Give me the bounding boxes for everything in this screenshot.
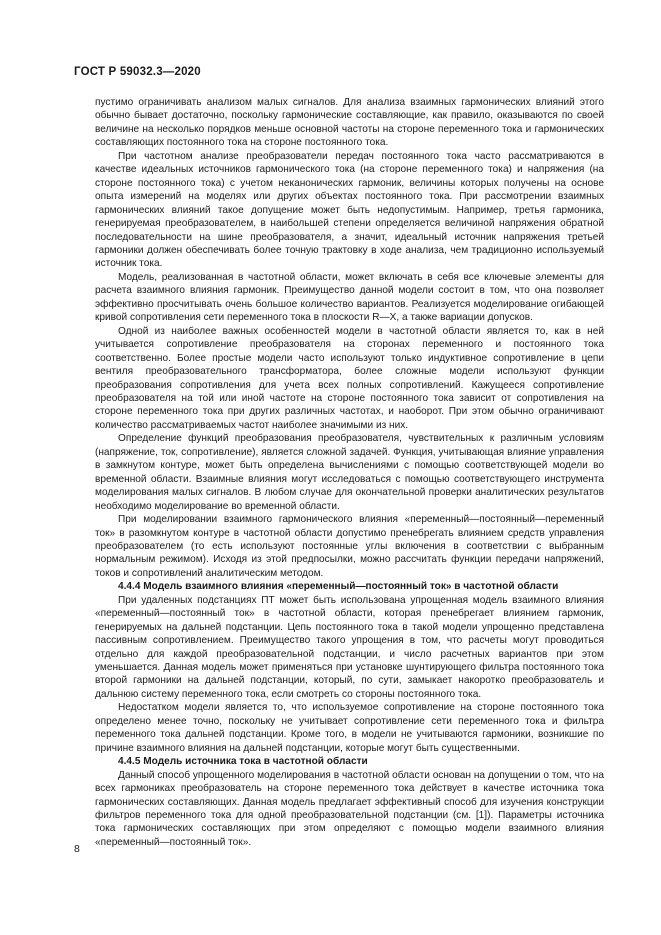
body-paragraph: Определение функций преобразования преобразователя, чувствительных к различным условиям (напряжение, ток, сопротивление), является сложной задачей. Функция, учитывающая влияние управления в замкнутом контуре, может быть определена вычислениями с помощью соответствующей модели во временной области. Взаимные влияния могут исследоваться с помощью соответствующего инструмента моделирования малых сигналов. В любом случае для окончательной проверки аналитических результатов необходимо моделирование во временной области. xyxy=(95,433,604,512)
body-paragraph: При моделировании взаимного гармонического влияния «переменный—постоянный—переменный ток» в разомкнутом контуре в частотной области допустимо пренебрегать влиянием средств управления преобразователем (то есть используют постоянные углы включения в соответствии с выбранным нормальным режимом). Исходя из этой предпосылки, можно рассчитать функции передачи напряжений, токов и сопротивлений аналитическим методом. xyxy=(95,514,604,579)
document-body xyxy=(95,96,604,849)
body-paragraph: пустимо ограничивать анализом малых сигналов. Для анализа взаимных гармонических влияний этого обычно бывает достаточно, поскольку гармонические составляющие, как правило, оказываются по своей величине на несколько порядков меньше основной частоты на стороне переменного тока и гармонических составляющих постоянного тока на стороне постоянного тока. xyxy=(95,97,604,149)
body-paragraph: Одной из наиболее важных особенностей модели в частотной области является то, как в ней учитывается сопротивление преобразователя на сторонах переменного и постоянного тока соответственно. Более простые модели часто используют только индуктивное сопротивление в цепи вентиля преобразовательного трансформатора, более сложные модели используют функции преобразования сопротивления для учета всех полных сопротивлений. Кажущееся сопротивление преобразователя на той или иной частоте на стороне постоянного тока зависит от сопротивления на стороне переменного тока при других различных частотах, и наоборот. При этом обычно ограничивают количество рассматриваемых частот наиболее значимыми из них. xyxy=(95,325,604,431)
body-paragraph: Данный способ упрощенного моделирования в частотной области основан на допущении о том, что на всех гармониках преобразователь на стороне переменного тока действует в качестве источника тока гармонических составляющих. Данная модель предлагает эффективный способ для изучения конструкции фильтров переменного тока для одной преобразовательной подстанции (см. [1]). Параметры источника тока гармонических составляющих при этом определяют с помощью модели взаимного влияния «переменный—постоянный ток». xyxy=(95,769,604,848)
body-paragraph: При удаленных подстанциях ПТ может быть использована упрощенная модель взаимного влияния «переменный—постоянный ток» в частотной области, которая пренебрегает влиянием гармоник, генерируемых на дальней подстанции. Цепь постоянного тока в такой модели упрощенно представлена пассивным сопротивлением. Преимущество такого упрощения в том, что расчеты могут проводиться отдельно для каждой преобразовательной подстанции, и число расчетных вариантов при этом уменьшается. Данная модель может применяться при установке шунтирующего фильтра постоянного тока второй гармоники на дальней подстанции, который, по сути, замыкает накоротко преобразователь и дальнюю систему переменного тока, если смотреть со стороны постоянного тока. xyxy=(95,594,604,700)
standard-header: ГОСТ Р 59032.3—2020 xyxy=(74,66,201,78)
body-paragraph: При частотном анализе преобразователи передач постоянного тока часто рассматриваются в качестве идеальных источников гармонического тока (на стороне переменного тока) и напряжения (на стороне постоянного тока) с учетом неканонических гармоник, величины которых получены на основе опыта измерений на моделях или других объектах постоянного тока. При рассмотрении взаимных гармонических влияний такое допущение может быть недопустимым. Например, третья гармоника, генерируемая преобразователем, в наибольшей степени определяется величиной напряжения обратной последовательности на шине преобразователя, а значит, идеальный источник напряжения третьей гармоники должен обеспечивать более точную трактовку в ходе анализа, чем традиционно используемый источник тока. xyxy=(95,150,604,270)
section-heading: 4.4.5 Модель источника тока в частотной области xyxy=(118,756,368,768)
section-heading: 4.4.4 Модель взаимного влияния «переменный—постоянный ток» в частотной области xyxy=(118,581,559,593)
body-paragraph: Модель, реализованная в частотной области, может включать в себя все ключевые элементы для расчета взаимного влияния гармоник. Преимущество данной модели состоит в том, что она позволяет эффективно просчитывать очень большое количество вариантов. Реализуется моделирование огибающей кривой сопротивления сети переменного тока в плоскости R—X, а также вариации допусков. xyxy=(95,271,604,324)
body-paragraph: Недостатком модели является то, что используемое сопротивление на стороне постоянного тока определено менее точно, поскольку не учитывает сопротивление сети переменного тока и фильтра переменного тока дальней подстанции. Кроме того, в модели не учитываются гармоники, возникшие по причине взаимного влияния на дальней подстанции, которые могут быть существенными. xyxy=(95,702,604,754)
page-number: 8 xyxy=(74,843,80,855)
